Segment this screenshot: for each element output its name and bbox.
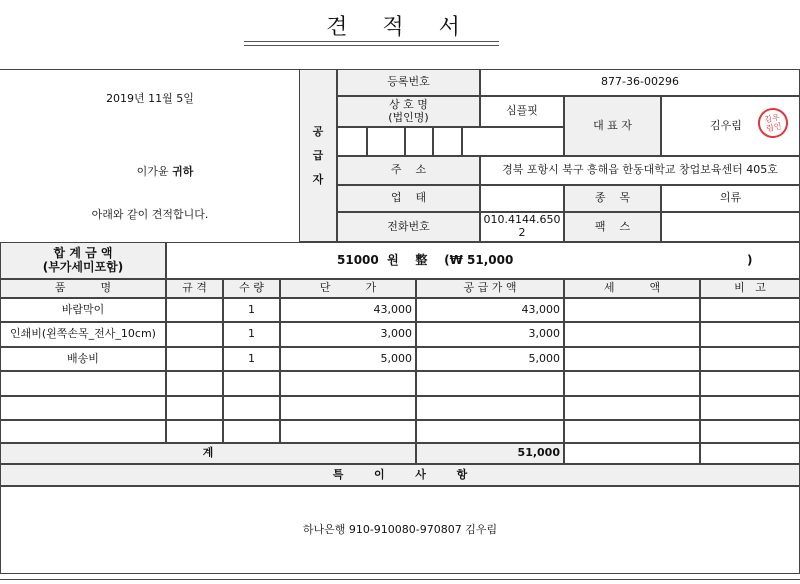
item-value: 의류 <box>661 185 800 212</box>
company-value: 심플핏 <box>480 96 564 127</box>
table-cell-qty: 1 <box>223 298 280 322</box>
address-value: 경북 포항시 북구 흥해읍 한동대학교 창업보육센터 405호 <box>480 156 800 185</box>
table-cell-tax <box>564 347 700 371</box>
table-cell-note <box>700 322 800 347</box>
item-label: 종 목 <box>564 185 661 212</box>
table-cell-name: 바람막이 <box>0 298 166 322</box>
table-cell-tax <box>564 298 700 322</box>
fax-value <box>661 212 800 242</box>
supplier-side-label: 공 급 자 <box>299 69 337 242</box>
table-cell-note <box>700 298 800 322</box>
table-header-cell: 비 고 <box>700 279 800 298</box>
sum-value: 51,000 <box>416 443 564 464</box>
business-label: 업 태 <box>337 185 480 212</box>
table-cell-spec <box>166 396 223 420</box>
table-cell-spec <box>166 420 223 443</box>
recipient <box>0 163 330 179</box>
table-cell-tax <box>564 420 700 443</box>
table-cell-note <box>700 371 800 396</box>
remarks-label: 특 이 사 항 <box>0 464 800 486</box>
address-label: 주 소 <box>337 156 480 185</box>
blank-box <box>433 127 462 156</box>
table-cell-unit: 5,000 <box>280 347 416 371</box>
blank-box <box>337 127 367 156</box>
blank-box <box>367 127 405 156</box>
quote-date: 2019년 11월 5일 <box>106 92 194 105</box>
fax-label: 팩 스 <box>564 212 661 242</box>
table-cell-spec <box>166 371 223 396</box>
table-cell-supply: 3,000 <box>416 322 564 347</box>
sum-tax <box>564 443 700 464</box>
table-cell-note <box>700 396 800 420</box>
sum-note <box>700 443 800 464</box>
table-header-cell: 규 격 <box>166 279 223 298</box>
table-cell-tax <box>564 322 700 347</box>
table-cell-unit: 43,000 <box>280 298 416 322</box>
ceo-label: 대 표 자 <box>564 96 661 156</box>
table-cell-qty <box>223 396 280 420</box>
table-cell-supply <box>416 420 564 443</box>
table-cell-spec <box>166 298 223 322</box>
recipient-suffix: 귀하 <box>172 165 194 178</box>
table-cell-name: 인쇄비(왼쪽손목_전사_10cm) <box>0 322 166 347</box>
table-cell-note <box>700 420 800 443</box>
total-amount-row <box>166 242 800 279</box>
blank-box <box>462 127 564 156</box>
table-cell-tax <box>564 396 700 420</box>
table-cell-qty: 1 <box>223 322 280 347</box>
table-cell-unit: 3,000 <box>280 322 416 347</box>
sum-label: 계 <box>0 443 416 464</box>
page-title: 견 적 서 <box>326 15 474 40</box>
reg-label: 등록번호 <box>337 69 480 96</box>
table-cell-supply: 5,000 <box>416 347 564 371</box>
table-header-cell: 품 명 <box>0 279 166 298</box>
total-close: ) <box>747 252 753 267</box>
blank-box <box>405 127 433 156</box>
reg-value: 877-36-00296 <box>480 69 800 96</box>
phone-value: 010.4144.6502 <box>480 212 564 242</box>
table-cell-unit <box>280 396 416 420</box>
table-cell-name <box>0 371 166 396</box>
company-label: 상 호 명 (법인명) <box>337 96 480 127</box>
title-underline <box>244 45 499 46</box>
recipient-name: 이가윤 <box>136 165 169 178</box>
total-label: 합 계 금 액 (부가세미포함) <box>0 242 166 279</box>
table-cell-spec <box>166 322 223 347</box>
total-amount: 51000 원 整 (₩ 51,000 <box>337 252 514 267</box>
table-cell-supply <box>416 371 564 396</box>
phone-label: 전화번호 <box>337 212 480 242</box>
remarks-text: 하나은행 910-910080-970807 김우림 <box>0 486 800 574</box>
table-header-cell: 수 량 <box>223 279 280 298</box>
table-cell-name <box>0 396 166 420</box>
table-cell-supply <box>416 396 564 420</box>
intro-text: 아래와 같이 견적합니다. <box>91 208 209 221</box>
table-cell-unit <box>280 371 416 396</box>
table-cell-note <box>700 347 800 371</box>
table-header-cell: 세 액 <box>564 279 700 298</box>
seal-stamp: 김우 림인 <box>755 105 791 141</box>
title-underline <box>244 41 499 42</box>
business-value <box>480 185 564 212</box>
table-cell-name <box>0 420 166 443</box>
table-cell-qty <box>223 371 280 396</box>
table-cell-unit <box>280 420 416 443</box>
table-cell-qty: 1 <box>223 347 280 371</box>
table-header-cell: 단 가 <box>280 279 416 298</box>
table-cell-supply: 43,000 <box>416 298 564 322</box>
table-cell-qty <box>223 420 280 443</box>
ceo-value: 김우림 <box>661 96 800 156</box>
table-cell-spec <box>166 347 223 371</box>
bottom-divider <box>0 579 800 580</box>
table-cell-name: 배송비 <box>0 347 166 371</box>
table-cell-tax <box>564 371 700 396</box>
table-header-cell: 공 급 가 액 <box>416 279 564 298</box>
